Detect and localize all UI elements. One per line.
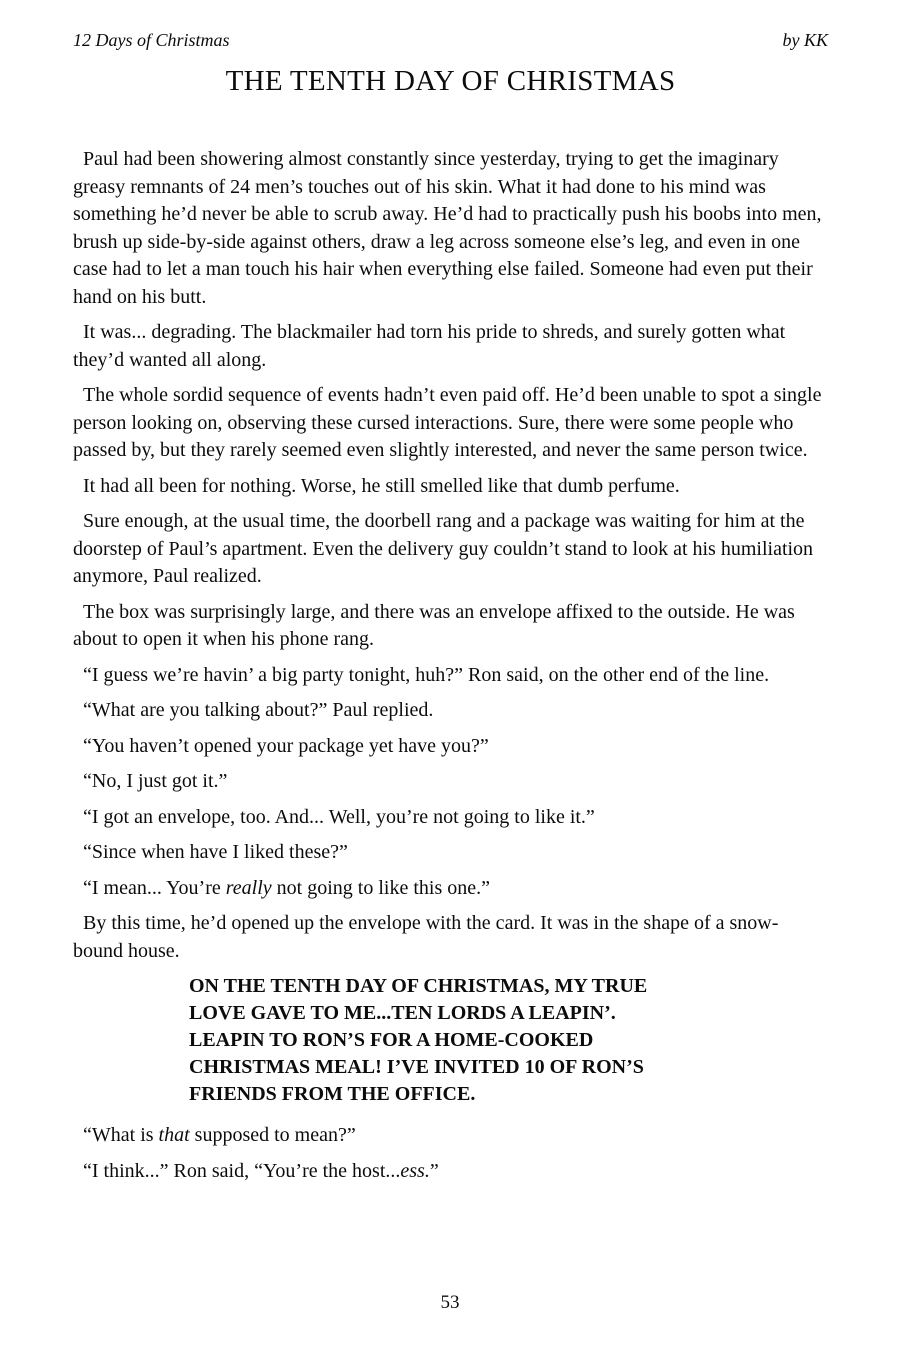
card-message-line: LEAPIN TO RON’S FOR A HOME-COOKED: [189, 1029, 594, 1051]
story-paragraph: [73, 319, 828, 374]
story-paragraph: [73, 382, 828, 465]
card-message-line: LOVE GAVE TO ME...TEN LORDS A LEAPIN’.: [189, 1002, 616, 1024]
story-paragraph: [73, 1122, 828, 1150]
emphasized-text: that: [158, 1124, 190, 1146]
header-author: by KK: [782, 30, 828, 50]
story-paragraph: [73, 662, 828, 690]
emphasized-text: ess.: [400, 1159, 430, 1182]
chapter-title: THE TENTH DAY OF CHRISTMAS: [225, 65, 676, 97]
story-paragraph: [73, 473, 828, 501]
story-paragraph: [73, 733, 828, 761]
paragraph-text: ”: [429, 1159, 439, 1182]
card-message-line: CHRISTMAS MEAL! I’VE INVITED 10 OF RON’S: [189, 1056, 644, 1078]
paragraph-text: “What are you talking about?” Paul replied.: [83, 699, 434, 721]
paragraph-text: supposed to mean?”: [189, 1124, 356, 1146]
paragraph-text: Sure enough, at the usual time, the doorbell rang and a package was waiting for him at the doorstep of Paul’s apartment. Even the delivery guy couldn’t stand to look at his humiliation anymore, Paul realized.: [73, 510, 814, 587]
paragraph-text: “What is: [83, 1124, 159, 1146]
paragraph-text: “I got an envelope, too. And... Well, you’re not going to like it.”: [83, 805, 595, 828]
paragraph-text: “I mean... You’re: [83, 876, 226, 899]
emphasized-text: really: [225, 876, 272, 899]
card-message-line: FRIENDS FROM THE OFFICE.: [189, 1083, 476, 1105]
paragraph-text: By this time, he’d opened up the envelope with the card. It was in the shape of a snow-bound house.: [73, 912, 779, 962]
story-paragraph: [73, 508, 828, 591]
card-message-line: ON THE TENTH DAY OF CHRISTMAS, MY TRUE: [189, 975, 648, 997]
page-footer: [0, 1292, 900, 1314]
paragraph-text: “Since when have I liked these?”: [83, 841, 348, 863]
header-book-title: 12 Days of Christmas: [73, 30, 230, 50]
paragraph-text: “I guess we’re havin’ a big party tonight, huh?” Ron said, on the other end of the line.: [83, 663, 770, 686]
story-body: [73, 146, 828, 1185]
running-header: [73, 30, 828, 51]
story-paragraph: [73, 910, 828, 965]
story-paragraph: [73, 697, 828, 725]
paragraph-text: “I think...” Ron said, “You’re the host...: [83, 1159, 401, 1182]
story-paragraph: [73, 875, 828, 903]
story-paragraph: [73, 146, 828, 311]
paragraph-text: It had all been for nothing. Worse, he still smelled like that dumb perfume.: [83, 474, 680, 497]
story-paragraph: [73, 804, 828, 832]
story-paragraph: [73, 839, 828, 867]
paragraph-text: It was... degrading. The blackmailer had torn his pride to shreds, and surely gotten what they’d wanted all along.: [73, 321, 786, 371]
paragraph-text: Paul had been showering almost constantly since yesterday, trying to get the imaginary greasy remnants of 24 men’s touches out of his skin. What it had done to his mind was something he’d never be able to scrub away. He’d had to practically push his boobs into men, brush up side-by-side against others, draw a leg across someone else’s leg, and even in one case had to let a man touch his hair when everything else failed. Someone had even put their hand on his butt.: [73, 148, 822, 308]
page-number: 53: [440, 1292, 460, 1313]
paragraph-text: The box was surprisingly large, and there was an envelope affixed to the outside. He was about to open it when his phone rang.: [73, 600, 795, 650]
paragraph-text: not going to like this one.”: [271, 876, 490, 899]
paragraph-text: “You haven’t opened your package yet have you?”: [83, 734, 489, 757]
story-paragraph: [73, 1158, 828, 1186]
paragraph-text: “No, I just got it.”: [83, 770, 228, 792]
paragraph-text: The whole sordid sequence of events hadn’t even paid off. He’d been unable to spot a single person looking on, observing these cursed interactions. Sure, there were some people who passed by, but they rarely seemed even slightly interested, and never the same person twice.: [73, 384, 822, 461]
story-paragraph: [73, 599, 828, 654]
card-message-quote: [189, 973, 828, 1108]
story-paragraph: [73, 768, 828, 796]
